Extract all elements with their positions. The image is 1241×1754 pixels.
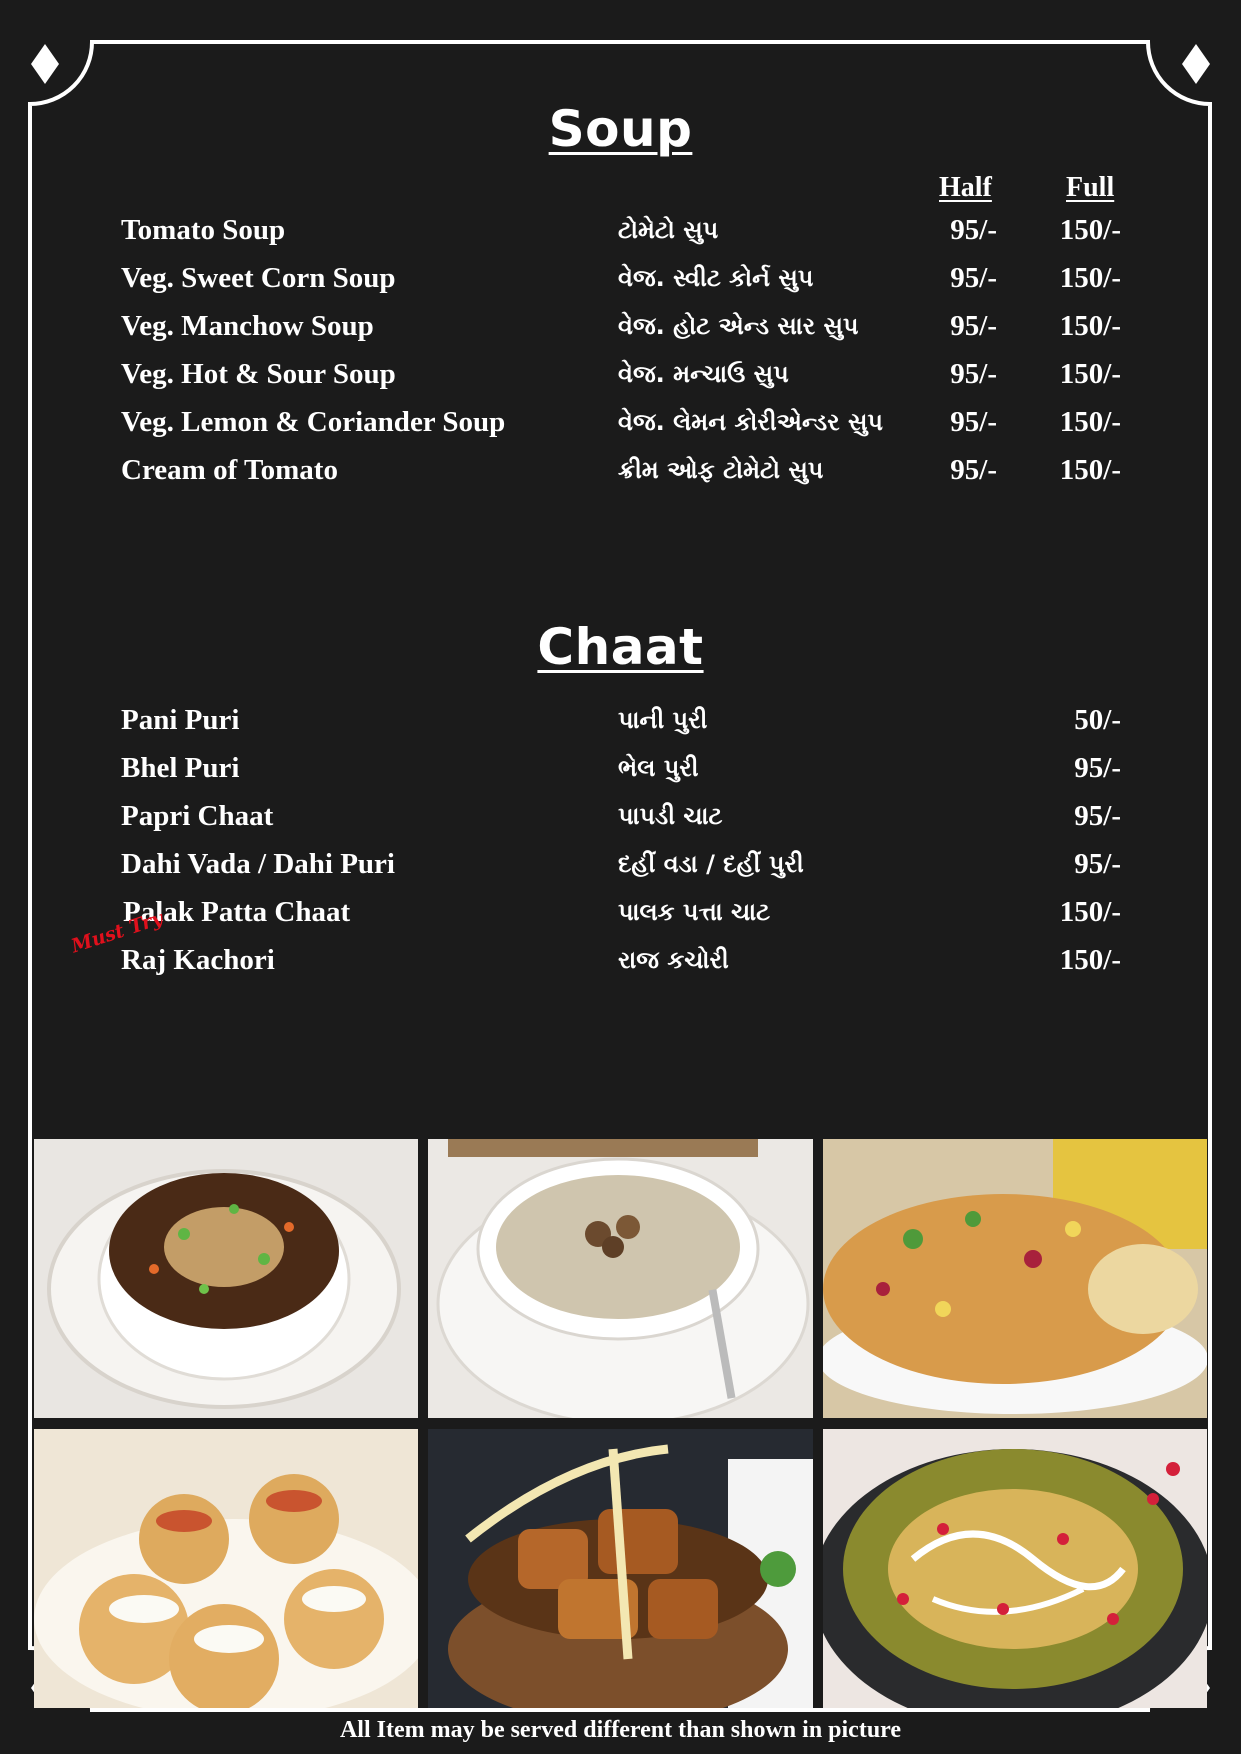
item-name-english: Veg. Hot & Sour Soup <box>121 358 396 390</box>
soup-item-row <box>0 454 1241 494</box>
full-price: 150/- <box>1059 262 1121 294</box>
item-name-gujarati: ભેલ પુરી <box>618 754 699 782</box>
manchow-soup-photo <box>34 1139 418 1418</box>
soup-item-row <box>0 310 1241 350</box>
item-name-gujarati: દહીં વડા / દહીં પુરી <box>618 850 804 878</box>
item-name-gujarati: પાલક પત્તા ચાટ <box>618 898 771 926</box>
item-name-english: Tomato Soup <box>121 214 286 246</box>
item-name-gujarati: વેજ. લેમન કોરીએન્ડર સુપ <box>618 408 883 436</box>
item-price: 95/- <box>1074 800 1121 832</box>
item-name-english: Bhel Puri <box>121 752 240 784</box>
full-column-header: Full <box>1066 172 1115 203</box>
chaat-item-row <box>0 752 1241 792</box>
mushroom-soup-photo <box>428 1139 813 1418</box>
soup-item-row <box>0 214 1241 254</box>
item-price: 150/- <box>1059 896 1121 928</box>
item-name-gujarati: વેજ. સ્વીટ કોર્ન સુપ <box>618 264 814 292</box>
diamond-ornament-icon <box>31 44 59 84</box>
full-price: 150/- <box>1059 358 1121 390</box>
picture-disclaimer-note: All Item may be served different than shown in picture <box>339 1717 902 1743</box>
bhel-puri-photo <box>823 1139 1207 1418</box>
must-try-badge: Must Try <box>68 907 166 958</box>
item-name-english: Dahi Vada / Dahi Puri <box>121 848 395 880</box>
chaat-item-row <box>0 848 1241 888</box>
chaat-section-title: Chaat <box>537 618 704 676</box>
half-column-header: Half <box>939 172 992 203</box>
item-name-gujarati: રાજ કચોરી <box>618 946 729 974</box>
soup-item-row <box>0 406 1241 446</box>
full-price: 150/- <box>1059 214 1121 246</box>
item-name-english: Veg. Lemon & Coriander Soup <box>121 406 506 438</box>
item-name-english: Papri Chaat <box>121 800 274 832</box>
item-price: 150/- <box>1059 944 1121 976</box>
soup-section-title: Soup <box>548 100 693 158</box>
item-name-gujarati: ક્રીમ ઓફ ટોમેટો સુપ <box>618 456 824 484</box>
tikka-photo <box>428 1429 813 1708</box>
half-price: 95/- <box>950 214 997 246</box>
soup-item-row <box>0 262 1241 302</box>
item-name-english: Veg. Manchow Soup <box>121 310 374 342</box>
full-price: 150/- <box>1059 310 1121 342</box>
item-name-english: Cream of Tomato <box>121 454 338 486</box>
item-name-english: Veg. Sweet Corn Soup <box>121 262 396 294</box>
item-name-gujarati: પાપડી ચાટ <box>618 802 723 830</box>
half-price: 95/- <box>950 310 997 342</box>
item-name-english: Raj Kachori <box>121 944 275 976</box>
item-price: 95/- <box>1074 848 1121 880</box>
item-name-gujarati: વેજ. મન્ચાઉ સુપ <box>618 360 789 388</box>
chaat-item-row <box>0 800 1241 840</box>
full-price: 150/- <box>1059 454 1121 486</box>
item-name-english: Palak Patta Chaat <box>123 896 351 928</box>
item-name-gujarati: પાની પુરી <box>618 706 708 734</box>
item-name-gujarati: વેજ. હોટ એન્ડ સાર સુપ <box>618 312 859 340</box>
chaat-item-row <box>0 896 1241 936</box>
item-price: 95/- <box>1074 752 1121 784</box>
half-price: 95/- <box>950 358 997 390</box>
half-price: 95/- <box>950 454 997 486</box>
item-price: 50/- <box>1074 704 1121 736</box>
half-price: 95/- <box>950 406 997 438</box>
chaat-item-row <box>0 704 1241 744</box>
dahi-puri-photo <box>34 1429 418 1708</box>
soup-item-row <box>0 358 1241 398</box>
item-name-gujarati: ટોમેટો સુપ <box>618 216 719 244</box>
full-price: 150/- <box>1059 406 1121 438</box>
item-name-english: Pani Puri <box>121 704 240 736</box>
half-price: 95/- <box>950 262 997 294</box>
palak-patta-chaat-photo <box>823 1429 1207 1708</box>
diamond-ornament-icon <box>1182 44 1210 84</box>
